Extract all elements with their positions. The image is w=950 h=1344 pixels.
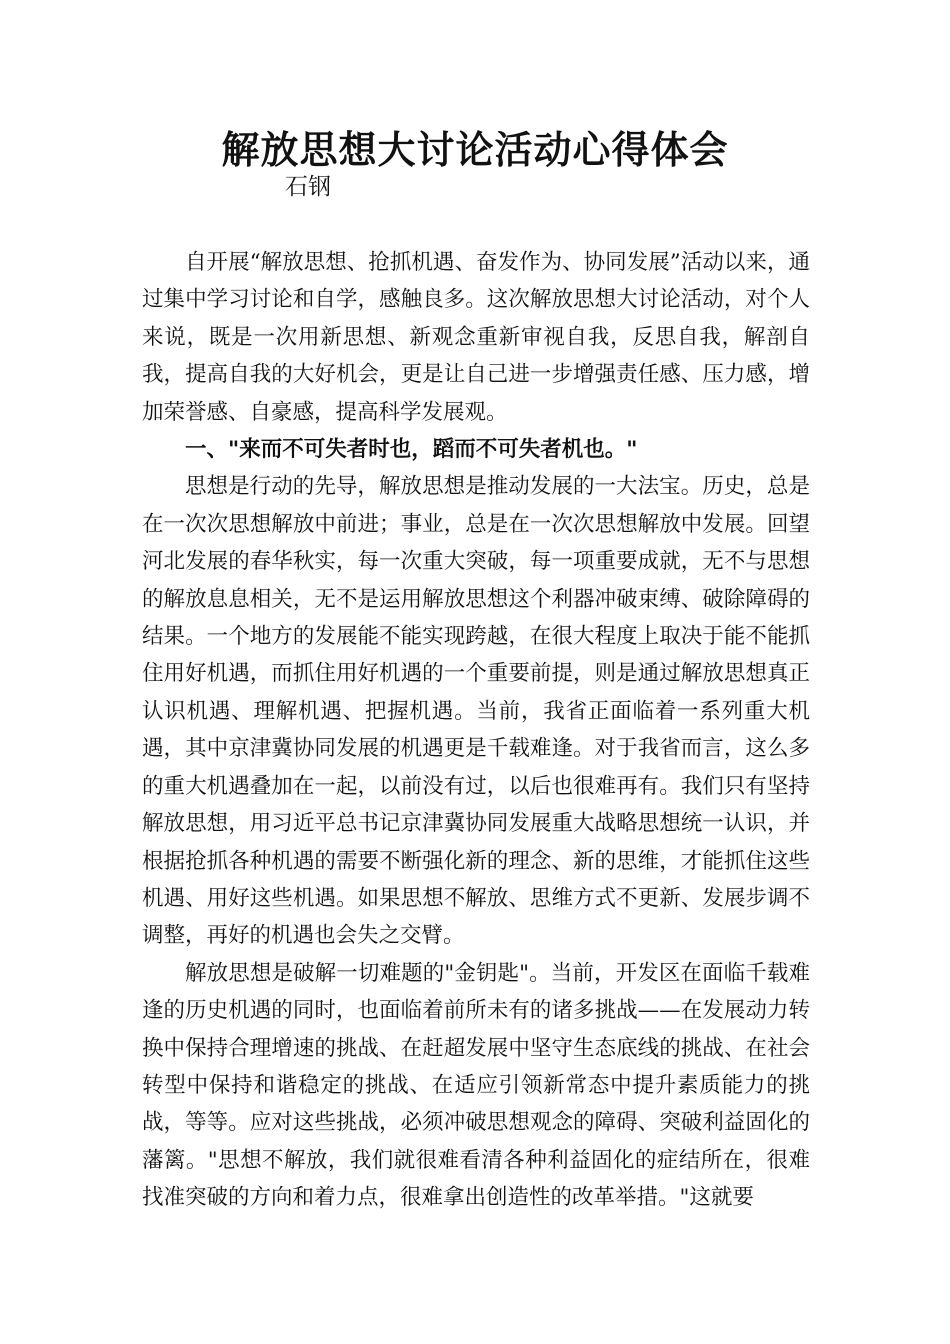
section-heading-1: 一、"来而不可失者时也，蹈而不可失者机也。": [185, 437, 638, 463]
document-title: 解放思想大讨论活动心得体会: [221, 127, 729, 172]
paragraph-intro: 自开展“解放思想、抢抓机遇、奋发作为、协同发展”活动以来，通过集中学习讨论和自学，感触良多。这次解放思想大讨论活动，对个人来说，既是一次用新思想、新观念重新审视自我，反思自我，解剖自我，提高自我的大好机会，更是让自己进一步增强责任感、压力感，增加荣誉感、自豪感，提高科学发展观。: [142, 250, 810, 425]
paragraph-thought-guide: 思想是行动的先导，解放思想是推动发展的一大法宝。历史，总是在一次次思想解放中前进；事业，总是在一次次思想解放中发展。回望河北发展的春华秋实，每一次重大突破，每一项重要成就，无不与思想的解放息息相关，无不是运用解放思想这个利器冲破束缚、破除障碍的结果。一个地方的发展能不能实现跨越，在很大程度上取决于能不能抓住用好机遇，而抓住用好机遇的一个重要前提，则是通过解放思想真正认识机遇、理解机遇、把握机遇。当前，我省正面临着一系列重大机遇，其中京津冀协同发展的机遇更是千载难逢。对于我省而言，这么多的重大机遇叠加在一起，以前没有过，以后也很难再有。我们只有坚持解放思想，用习近平总书记京津冀协同发展重大战略思想统一认识，并根据抢抓各种机遇的需要不断强化新的理念、新的思维，才能抓住这些机遇、用好这些机遇。如果思想不解放、思维方式不更新、发展步调不调整，再好的机遇也会失之交臂。: [142, 474, 810, 949]
paragraph-golden-key: 解放思想是破解一切难题的"金钥匙"。当前，开发区在面临千载难逢的历史机遇的同时，也面临着前所未有的诸多挑战——在发展动力转换中保持合理增速的挑战、在赶超发展中坚守生态底线的挑战、在社会转型中保持和谐稳定的挑战、在适应引领新常态中提升素质能力的挑战，等等。应对这些挑战，必须冲破思想观念的障碍、突破利益固化的藩篱。"思想不解放，我们就很难看清各种利益固化的症结所在，很难找准突破的方向和着力点，很难拿出创造性的改革举措。"这就要: [142, 960, 810, 1211]
document-body: [142, 244, 810, 1217]
document-author: 石钢: [285, 174, 331, 200]
